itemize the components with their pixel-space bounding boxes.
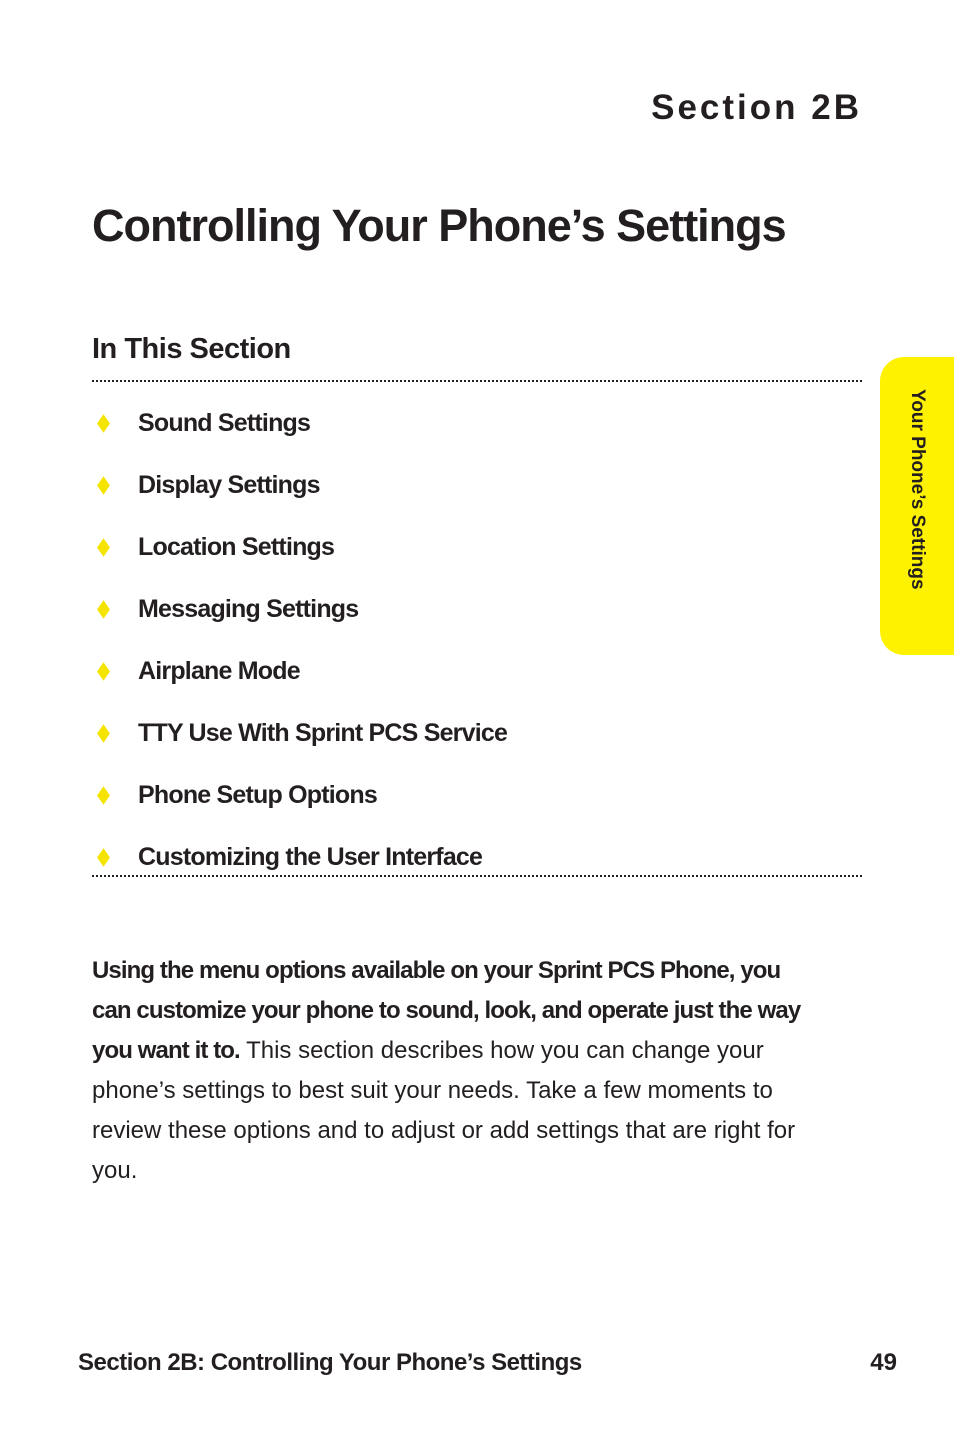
list-item-label: Airplane Mode: [138, 656, 300, 685]
diamond-bullet-icon: [97, 538, 110, 556]
list-item-label: Location Settings: [138, 532, 335, 561]
list-item[interactable]: [92, 454, 507, 516]
list-item[interactable]: [92, 578, 507, 640]
diamond-bullet-icon: [97, 786, 110, 804]
list-item[interactable]: [92, 764, 507, 826]
diamond-bullet-icon: [97, 476, 110, 494]
section-contents-list: [92, 392, 507, 888]
list-item-label: Display Settings: [138, 470, 320, 499]
in-this-section-heading: In This Section: [92, 333, 291, 365]
list-item-label: Sound Settings: [138, 408, 311, 437]
page-number: 49: [870, 1349, 897, 1376]
list-item[interactable]: [92, 640, 507, 702]
side-tab-label: Your Phone’s Settings: [907, 389, 928, 590]
diamond-bullet-icon: [97, 600, 110, 618]
diamond-bullet-icon: [97, 662, 110, 680]
side-tab[interactable]: [880, 357, 954, 655]
dotted-divider-bottom: [92, 875, 862, 877]
diamond-bullet-icon: [97, 724, 110, 742]
intro-body-text: This section describes how you can change your phone’s settings to best suit your needs. Take a few moments to review these options and to adjust or add settings that are right for you.: [92, 1037, 796, 1184]
list-item[interactable]: [92, 702, 507, 764]
section-label: Section 2B: [651, 88, 862, 127]
list-item-label: Phone Setup Options: [138, 780, 377, 809]
footer-section-title: Section 2B: Controlling Your Phone’s Settings: [78, 1349, 582, 1376]
list-item-label: TTY Use With Sprint PCS Service: [138, 718, 508, 747]
page-title: Controlling Your Phone’s Settings: [92, 200, 786, 251]
diamond-bullet-icon: [97, 848, 110, 866]
list-item[interactable]: [92, 826, 507, 888]
intro-bold-text: Using the menu options available on your Sprint PCS Phone, you can customize your phone to sound, look, and operate just the way you want it to.: [92, 957, 801, 1064]
list-item[interactable]: [92, 516, 507, 578]
list-item-label: Messaging Settings: [138, 594, 359, 623]
intro-paragraph: [92, 951, 812, 1191]
dotted-divider-top: [92, 380, 862, 382]
diamond-bullet-icon: [97, 414, 110, 432]
list-item[interactable]: [92, 392, 507, 454]
list-item-label: Customizing the User Interface: [138, 842, 483, 871]
